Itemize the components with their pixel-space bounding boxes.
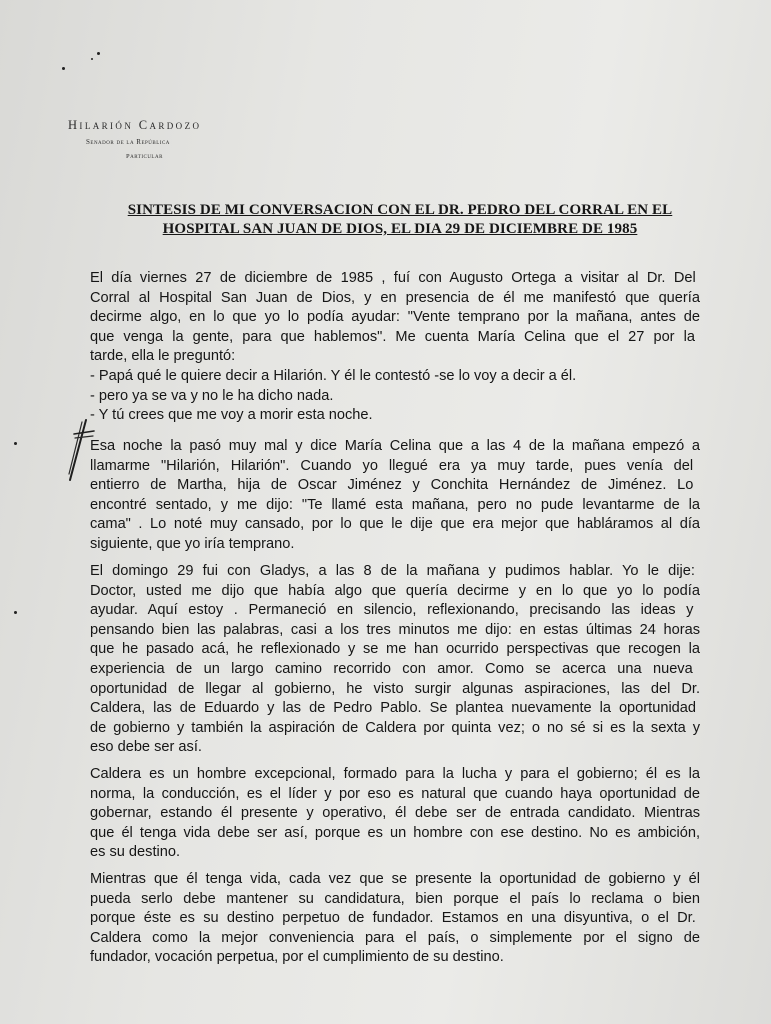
paragraph-4 [90,765,700,863]
text-line: encontré sentado, y me dijo: "Te llamé esta mañana, pero no pude levantarme de la [90,496,701,513]
letterhead-subtitle: Particular [126,153,163,160]
speck [14,442,17,445]
text-line: pueda serlo debe mantener su candidatura, bien porque el país lo reclama o bien [90,890,700,907]
speck [97,52,100,55]
text-line: que venga la gente, para que hablemos". Me cuenta María Celina que el 27 por la [90,328,695,345]
text-line: llamarme "Hilarión, Hilarión". Cuando yo llegué era ya muy tarde, pues venía del [90,457,694,474]
text-line: ayudar. Aquí estoy . Permaneció en silencio, reflexionando, precisando las ideas y [90,602,694,619]
text-line: eso debe ser así. [90,739,202,756]
text-line: que él tenga vida debe ser así, porque es un hombre con ese destino. No es ambición, [90,824,701,841]
paragraph-1 [90,269,700,426]
speck [14,611,17,614]
text-line: de gobierno y también la aspiración de Caldera por quinta vez; o no sé si es la sexta y [90,719,701,736]
text-line: El domingo 29 fui con Gladys, a las 8 de la mañana y pudimos hablar. Yo le dije: [90,563,695,579]
heading-line-2: HOSPITAL SAN JUAN DE DIOS, EL DIA 29 DE DICIEMBRE DE 1985 [162,221,638,237]
text-line: Esa noche la pasó muy mal y dice María Celina que a las 4 de la mañana empezó a [90,438,701,454]
paragraph-2 [90,437,700,555]
text-line: cama" . Lo noté muy cansado, por lo que le dije que era mejor que habláramos al día [90,516,701,533]
text-line: siguiente, que yo iría temprano. [90,535,295,552]
text-line: decirme algo, en lo que yo lo podía ayudar: "Vente temprano por la mañana, antes de [90,309,701,326]
text-line: que he pasado acá, he reflexionado y se me han ocurrido perspectivas que recogen la [90,641,700,658]
letterhead-name: Hilarión Cardozo [68,118,202,132]
paragraph-5 [90,870,700,968]
dialogue-line: - Y tú crees que me voy a morir esta noche. [90,407,373,424]
text-line: fundador, vocación perpetua, por el cumplimiento de su destino. [90,949,504,966]
dialogue-line: - Papá qué le quiere decir a Hilarión. Y él le contestó -se lo voy a decir a él. [90,367,577,384]
speck [62,67,65,70]
letterhead-title: Senador de la República [86,138,170,146]
text-line: porque éste es su destino perpetuo de fundador. Estamos en una disyuntiva, o el Dr. [90,910,696,927]
heading-line-1: SINTESIS DE MI CONVERSACION CON EL DR. PEDRO DEL CORRAL EN EL [127,202,673,218]
text-line: tarde, ella le preguntó: [90,348,236,365]
text-line: Mientras que él tenga vida, cada vez que se presente la oportunidad de gobierno y él [90,871,700,887]
dialogue-line: - pero ya se va y no le ha dicho nada. [90,387,334,404]
speck [91,58,93,60]
text-line: Caldera como la mejor conveniencia para el país, o simplemente por el signo de [90,929,701,946]
text-line: oportunidad de llegar al gobierno, he visto surgir algunas aspiraciones, las del Dr. [90,680,701,697]
text-line: es su destino. [90,844,181,861]
text-line: Doctor, usted me dijo que había algo que quería decirme y en lo que yo lo podía [90,582,700,599]
text-line: norma, la conducción, es el líder y por eso es natural que cuando haya oportunidad de [90,785,701,802]
text-line: El día viernes 27 de diciembre de 1985 , fuí con Augusto Ortega a visitar al Dr. Del [90,270,696,286]
text-line: Corral al Hospital San Juan de Dios, y en presencia de él me manifestó que quería [90,289,700,306]
text-line: entierro de Martha, hija de Oscar Jiménez y Conchita Hernández de Jiménez. Lo [90,477,694,494]
letterhead [68,118,268,160]
text-line: pensando bien las palabras, casi a los tres minutos me dijo: en estas últimas 24 horas [90,621,701,638]
text-line: Caldera, las de Eduardo y las de Pedro Pablo. Se plantea nuevamente la oportunidad [90,700,697,717]
paragraph-3 [90,562,700,758]
text-line: Caldera es un hombre excepcional, formado para la lucha y para el gobierno; él es la [90,766,701,782]
text-line: gobernar, estando él presente y operativo, él debe ser de entrada candidato. Mientras [90,805,701,822]
text-line: experiencia de un largo camino recorrido con amor. Como se acerca una nueva [90,660,693,677]
document-heading [100,201,700,239]
